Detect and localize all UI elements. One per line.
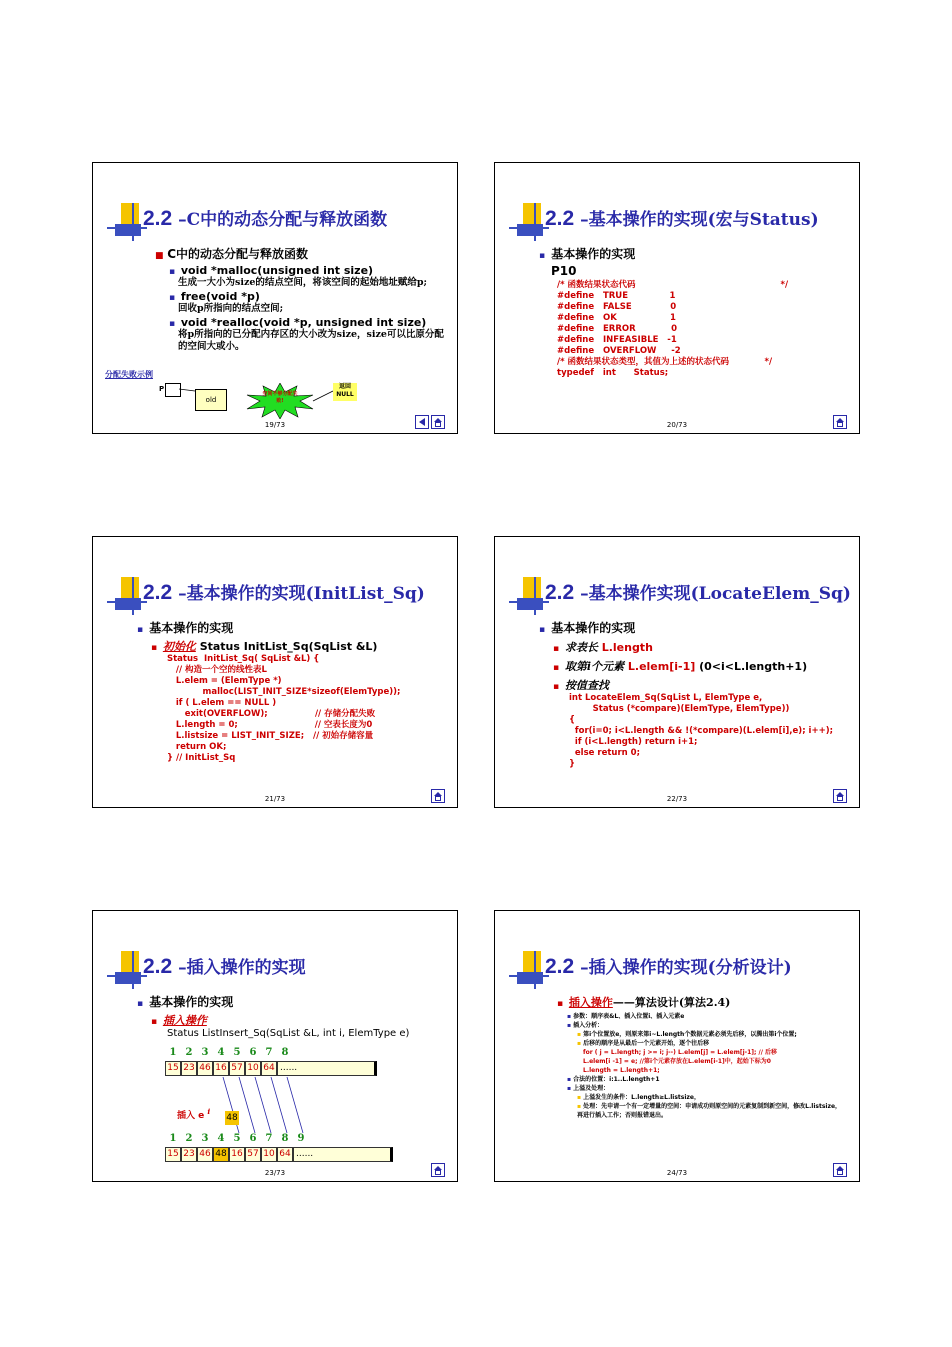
index-label: 1 (169, 1047, 177, 1058)
slide-19 (92, 162, 458, 434)
array-after (165, 1147, 393, 1162)
page-number: 24/73 (666, 1169, 688, 1177)
index-label: 3 (201, 1133, 209, 1144)
detail-code-line: for ( j = L.length; j >= i; j--) L.elem[j] = L.elem[j-1]; // 后移 (583, 1049, 778, 1056)
index-label: 7 (265, 1133, 273, 1144)
insert-label: 插入 e $^i$ (177, 1107, 211, 1121)
detail-line: ▪ 上溢发生的条件：L.length≥L.listsize， (577, 1094, 700, 1101)
bullet-item: ▪ 按值查找 (553, 679, 609, 692)
index-label: 6 (249, 1047, 257, 1058)
array-cell: 57 (245, 1147, 261, 1162)
index-label: 7 (265, 1047, 273, 1058)
slide-title: 2.2 –基本操作实现(LocateElem_Sq) (545, 581, 851, 604)
bullet-heading: ▪ 基本操作的实现 (137, 621, 234, 635)
page-ref: P10 (551, 264, 577, 278)
bullet-item: ▪ free(void *p) (169, 290, 260, 303)
array-cell: 16 (229, 1147, 245, 1162)
detail-line: ▪ 第i个位置放e，则原来第i~L.length个数据元素必须先后移，以腾出第i个位置; (577, 1031, 797, 1038)
alloc-fail-link[interactable]: 分配失败示例 (105, 370, 153, 379)
fail-star-text: 空间不够分配失败! (262, 391, 298, 404)
slide-decoration (509, 577, 549, 617)
index-label: 2 (185, 1047, 193, 1058)
bullet-desc: 生成一大小为size的结点空间，将该空间的起始地址赋给p; (178, 277, 428, 288)
pointer-label: P (159, 385, 165, 393)
detail-line: ▪ 参数：顺序表&L、插入位置i、插入元素e (567, 1013, 685, 1020)
array-cell: 23 (181, 1147, 197, 1162)
bullet-item: ▪ 插入操作 (151, 1014, 207, 1027)
slide-title: 2.2 –C中的动态分配与释放函数 (143, 207, 388, 230)
macro-code: /* 函数结果状态代码 */ #define TRUE 1 #define FALSE 0 #define OK 1 #define ERROR 0 #define INFEASIBLE -1 #define OVERFLOW -2 /* 函数结果状态类型，其值为上述的状态代码 */ typedef int Status; (557, 280, 789, 378)
slide-decoration (509, 203, 549, 243)
detail-code-line: L.elem[i -1] = e; //第i个元素存放在L.elem[i-1]中，起始下标为0 (583, 1058, 771, 1065)
home-icon[interactable] (833, 789, 847, 803)
return-null-box: 返回NULL (333, 383, 357, 401)
page-number: 22/73 (666, 795, 688, 803)
page-number: 23/73 (264, 1169, 286, 1177)
array-cell: 48 (213, 1147, 229, 1162)
index-label: 4 (217, 1133, 225, 1144)
array-cell: 23 (181, 1061, 197, 1076)
index-label: 8 (281, 1047, 289, 1058)
bullet-heading: ▪ 基本操作的实现 (137, 995, 234, 1009)
bullet-desc: 回收p所指向的结点空间; (178, 303, 284, 314)
array-cell: 57 (229, 1061, 245, 1076)
array-cell: 10 (245, 1061, 261, 1076)
array-cell: 64 (277, 1147, 293, 1162)
detail-line: ▪ 合法的位置：i:1..L.length+1 (567, 1076, 660, 1083)
slide-24 (494, 910, 860, 1182)
slide-title: 2.2 –基本操作的实现(InitList_Sq) (143, 581, 425, 604)
home-icon[interactable] (833, 1163, 847, 1177)
array-cell: 46 (197, 1061, 213, 1076)
slide-decoration (107, 577, 147, 617)
detail-line: ▪ 插入分析： (567, 1022, 604, 1029)
bullet-desc: 将p所指向的已分配内存区的大小改为size，size可以比原分配的空间大或小。 (178, 329, 444, 352)
index-label: 9 (297, 1133, 305, 1144)
slide-title: 2.2 –基本操作的实现(宏与Status) (545, 207, 819, 230)
page-number: 19/73 (264, 421, 286, 429)
array-rest: ...... (277, 1061, 377, 1076)
detail-line: ▪ 上溢及处理： (567, 1085, 610, 1092)
index-row-after (165, 1133, 309, 1144)
index-label: 2 (185, 1133, 193, 1144)
home-icon[interactable] (833, 415, 847, 429)
array-cell: 15 (165, 1061, 181, 1076)
slide-title: 2.2 –插入操作的实现 (143, 955, 306, 978)
bullet-item: ▪ 取第i个元素 L.elem[i-1] (0<i<L.length+1) (553, 660, 808, 673)
index-label: 1 (169, 1133, 177, 1144)
index-label: 8 (281, 1133, 289, 1144)
bullet-item: ▪ 初始化 Status InitList_Sq(SqList &L) (151, 640, 378, 653)
bullet-heading: ■ C中的动态分配与释放函数 (155, 247, 308, 261)
home-icon[interactable] (431, 1163, 445, 1177)
prev-icon[interactable] (415, 415, 429, 429)
insert-signature: Status ListInsert_Sq(SqList &L, int i, ElemType e) (167, 1028, 410, 1039)
index-label: 3 (201, 1047, 209, 1058)
array-cell: 16 (213, 1061, 229, 1076)
page-number: 20/73 (666, 421, 688, 429)
slide-decoration (509, 951, 549, 991)
array-cell: 15 (165, 1147, 181, 1162)
detail-line: ▪ 后移的顺序是从最后一个元素开始，逐个往后移 (577, 1040, 710, 1047)
array-rest: ...... (293, 1147, 393, 1162)
bullet-heading: ▪ 插入操作——算法设计(算法2.4) (557, 996, 731, 1009)
slide-23 (92, 910, 458, 1182)
bullet-item: ▪ void *malloc(unsigned int size) (169, 264, 374, 277)
array-cell: 64 (261, 1061, 277, 1076)
index-label: 4 (217, 1047, 225, 1058)
slide-title: 2.2 –插入操作的实现(分析设计) (545, 955, 792, 978)
bullet-heading: ▪ 基本操作的实现 (539, 247, 636, 261)
index-label: 6 (249, 1133, 257, 1144)
array-cell: 46 (197, 1147, 213, 1162)
bullet-heading: ▪ 基本操作的实现 (539, 621, 636, 635)
initlist-code: Status InitList_Sq( SqList &L) { // 构造一个空的线性表L L.elem = (ElemType *) malloc(LIST_INIT_SIZE*sizeof(ElemType)); if ( L.elem == NULL ) exit(OVERFLOW); // 存储分配失败 L.length = 0; // 空表长度为0 L.listsize = LIST_INIT_SIZE; // 初始存储容量 return OK; } // InitList_Sq (167, 654, 401, 763)
old-block: old (195, 389, 227, 411)
detail-code-line: L.length = L.length+1; (583, 1067, 660, 1074)
home-icon[interactable] (431, 789, 445, 803)
slide-20 (494, 162, 860, 434)
home-icon[interactable] (431, 415, 445, 429)
bullet-item: ▪ 求表长 L.length (553, 641, 653, 654)
locate-code: int LocateElem_Sq(SqList L, ElemType e, Status (*compare)(ElemType, ElemType)) { for(i=0; i<L.length && !(*compare)(L.elem[i],e); i++); if (i<L.length) return i+1; else return 0; } (569, 693, 833, 769)
array-cell: 10 (261, 1147, 277, 1162)
insert-value-box: 48 (226, 1113, 238, 1123)
index-label: 5 (233, 1133, 241, 1144)
detail-line: ▪ 处理：先申请一个有一定增量的空间：申请成功则原空间的元素复制到新空间，修改L.listsize，再进行插入工作；否则报错退出。 (577, 1103, 842, 1119)
index-label: 5 (233, 1047, 241, 1058)
slide-22 (494, 536, 860, 808)
page-number: 21/73 (264, 795, 286, 803)
bullet-item: ▪ void *realloc(void *p, unsigned int size) (169, 316, 427, 329)
slide-21 (92, 536, 458, 808)
